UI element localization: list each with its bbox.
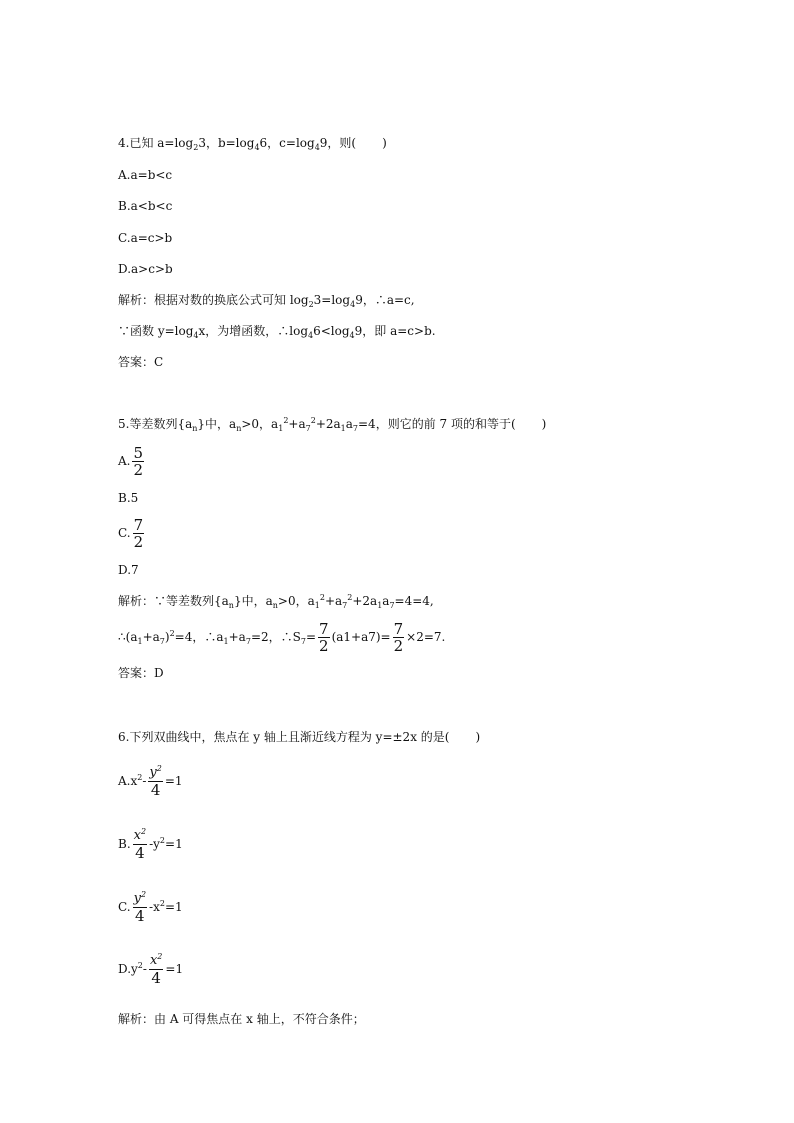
fraction: $\frac{7}{2}$ — [319, 620, 329, 655]
q6-option-b: B. $\frac{x^2}{4}$ $-y^2=1$ — [118, 827, 183, 862]
q5-stem: 5.等差数列$\{a_n\}$中，$a_n>0$，$a_1^2+a_7^2+2a_1a_7=4$，则它的前 7 项的和等于( ) — [118, 416, 547, 433]
fraction: $\frac{5}{2}$ — [133, 444, 144, 479]
fraction: $\frac{x^2}{4}$ — [133, 827, 147, 862]
q5-option-a: A. $\frac{5}{2}$ — [118, 444, 144, 479]
fraction: $\frac{y^2}{4}$ — [149, 764, 162, 799]
q4-option-c: C.a=c>b — [118, 231, 173, 245]
q5-solution-line1: 解析：∵等差数列$\{a_n\}$中，$a_n>0$，$a_1^2+a_7^2+2a_1a_7=4=4$, — [118, 593, 434, 610]
q4-option-a: A.a=b<c — [118, 168, 173, 182]
fraction: $\frac{x^2}{4}$ — [149, 952, 163, 987]
q5-option-d: D.7 — [118, 563, 139, 577]
q4-option-b: B.a<b<c — [118, 199, 173, 213]
q6-option-a: $A.x^2-$ $\frac{y^2}{4}$ =1 — [118, 764, 183, 799]
q5-solution-line2: $\therefore(a_1+a_7)^2=4$，$\therefore a_1+a_7=2$，$\therefore S_7=$ $\frac{7}{2}$ (a1+a7)= $\frac{7}{2}$ ×2=7. — [118, 620, 446, 655]
q6-solution: 解析：由 A 可得焦点在 x 轴上，不符合条件； — [118, 1012, 365, 1026]
q6-option-d: $D.y^2-$ $\frac{x^2}{4}$ =1 — [118, 952, 184, 987]
fraction: $\frac{7}{2}$ — [133, 516, 144, 551]
q6-option-c: C. $\frac{y^2}{4}$ $-x^2=1$ — [118, 890, 183, 925]
q6-stem: 6.下列双曲线中，焦点在 y 轴上且渐近线方程为 y=±2x 的是( ) — [118, 730, 481, 744]
q5-option-c: C. $\frac{7}{2}$ — [118, 516, 144, 551]
fraction: $\frac{7}{2}$ — [393, 620, 404, 655]
fraction: $\frac{y^2}{4}$ — [133, 890, 147, 925]
q4-stem: 4.已知 $a=\log_23$，$b=\log_46$，$c=\log_49$，则( ) — [118, 136, 387, 152]
q4-option-d: D.a>c>b — [118, 262, 173, 276]
q4-answer: 答案：C — [118, 355, 164, 369]
q5-answer: 答案：D — [118, 666, 164, 680]
q4-solution-line2: ∵函数 $y=\log_4x$，为增函数，$\therefore\log_46<\log_49$，即 a=c>b. — [118, 324, 436, 340]
q4-solution-line1: 解析：根据对数的换底公式可知 $\log_23=\log_49$，∴a=c, — [118, 293, 415, 309]
q5-option-b: B.5 — [118, 491, 139, 505]
